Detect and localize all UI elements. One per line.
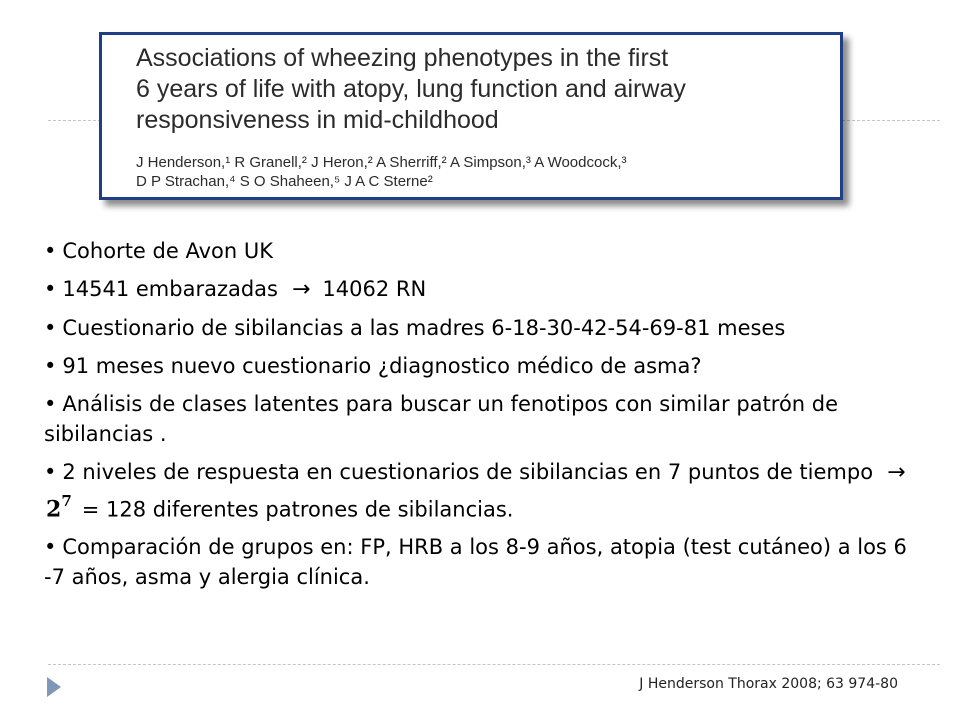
paper-title-line: responsiveness in mid-childhood	[136, 106, 499, 134]
power-base: 2	[46, 496, 62, 523]
bullet-text: 14541 embarazadas	[62, 277, 278, 301]
right-arrow-icon: →	[887, 460, 906, 485]
bullet-text: Comparación de grupos en: FP, HRB a los 8-9 años, atopia (test cutáneo) a los 6 -7 años, asma y alergia clínica.	[44, 535, 907, 590]
bullet-item	[44, 274, 924, 305]
paper-title-line: Associations of wheezing phenotypes in the first	[136, 44, 669, 72]
bullet-text: Cohorte de Avon UK	[62, 239, 273, 263]
citation: J Henderson Thorax 2008; 63 974-80	[639, 676, 898, 692]
bullet-item	[44, 532, 924, 592]
bullet-icon: •	[44, 460, 57, 484]
paper-authors	[136, 153, 836, 191]
paper-header-image	[99, 32, 843, 200]
bullet-icon: •	[44, 316, 57, 340]
paper-title	[136, 43, 836, 136]
bullet-item	[44, 313, 924, 343]
bullet-text: 91 meses nuevo cuestionario ¿diagnostico médico de asma?	[62, 354, 702, 378]
paper-author-line: J Henderson,¹ R Granell,² J Heron,² A Sherriff,² A Simpson,³ A Woodcock,³	[136, 154, 627, 171]
bullet-text: Análisis de clases latentes para buscar un fenotipos con similar patrón de sibilancias .	[44, 392, 839, 446]
bullet-icon: •	[44, 277, 57, 301]
bullet-item	[44, 236, 924, 266]
bullet-icon: •	[44, 392, 57, 416]
play-triangle-icon	[47, 677, 61, 697]
power-formula	[46, 488, 72, 524]
divider-bottom	[48, 664, 940, 665]
bullet-text: 2 niveles de respuesta en cuestionarios de sibilancias en 7 puntos de tiempo	[62, 460, 874, 484]
power-exponent: 7	[61, 492, 72, 510]
bullet-icon: •	[44, 535, 57, 560]
bullet-text: Cuestionario de sibilancias a las madres 6-18-30-42-54-69-81 meses	[62, 316, 786, 340]
bullet-icon: •	[44, 354, 57, 378]
paper-author-line: D P Strachan,⁴ S O Shaheen,⁵ J A C Sterne²	[136, 173, 433, 190]
bullet-item	[44, 389, 924, 449]
bullet-item	[44, 351, 924, 381]
paper-title-line: 6 years of life with atopy, lung function and airway	[136, 75, 686, 103]
right-arrow-icon: →	[291, 277, 311, 302]
bullet-text: = 128 diferentes patrones de sibilancias.	[81, 497, 514, 522]
bullet-icon: •	[44, 239, 57, 263]
bullet-list	[44, 236, 924, 600]
bullet-item	[44, 457, 924, 524]
bullet-text: 14062 RN	[322, 277, 427, 301]
